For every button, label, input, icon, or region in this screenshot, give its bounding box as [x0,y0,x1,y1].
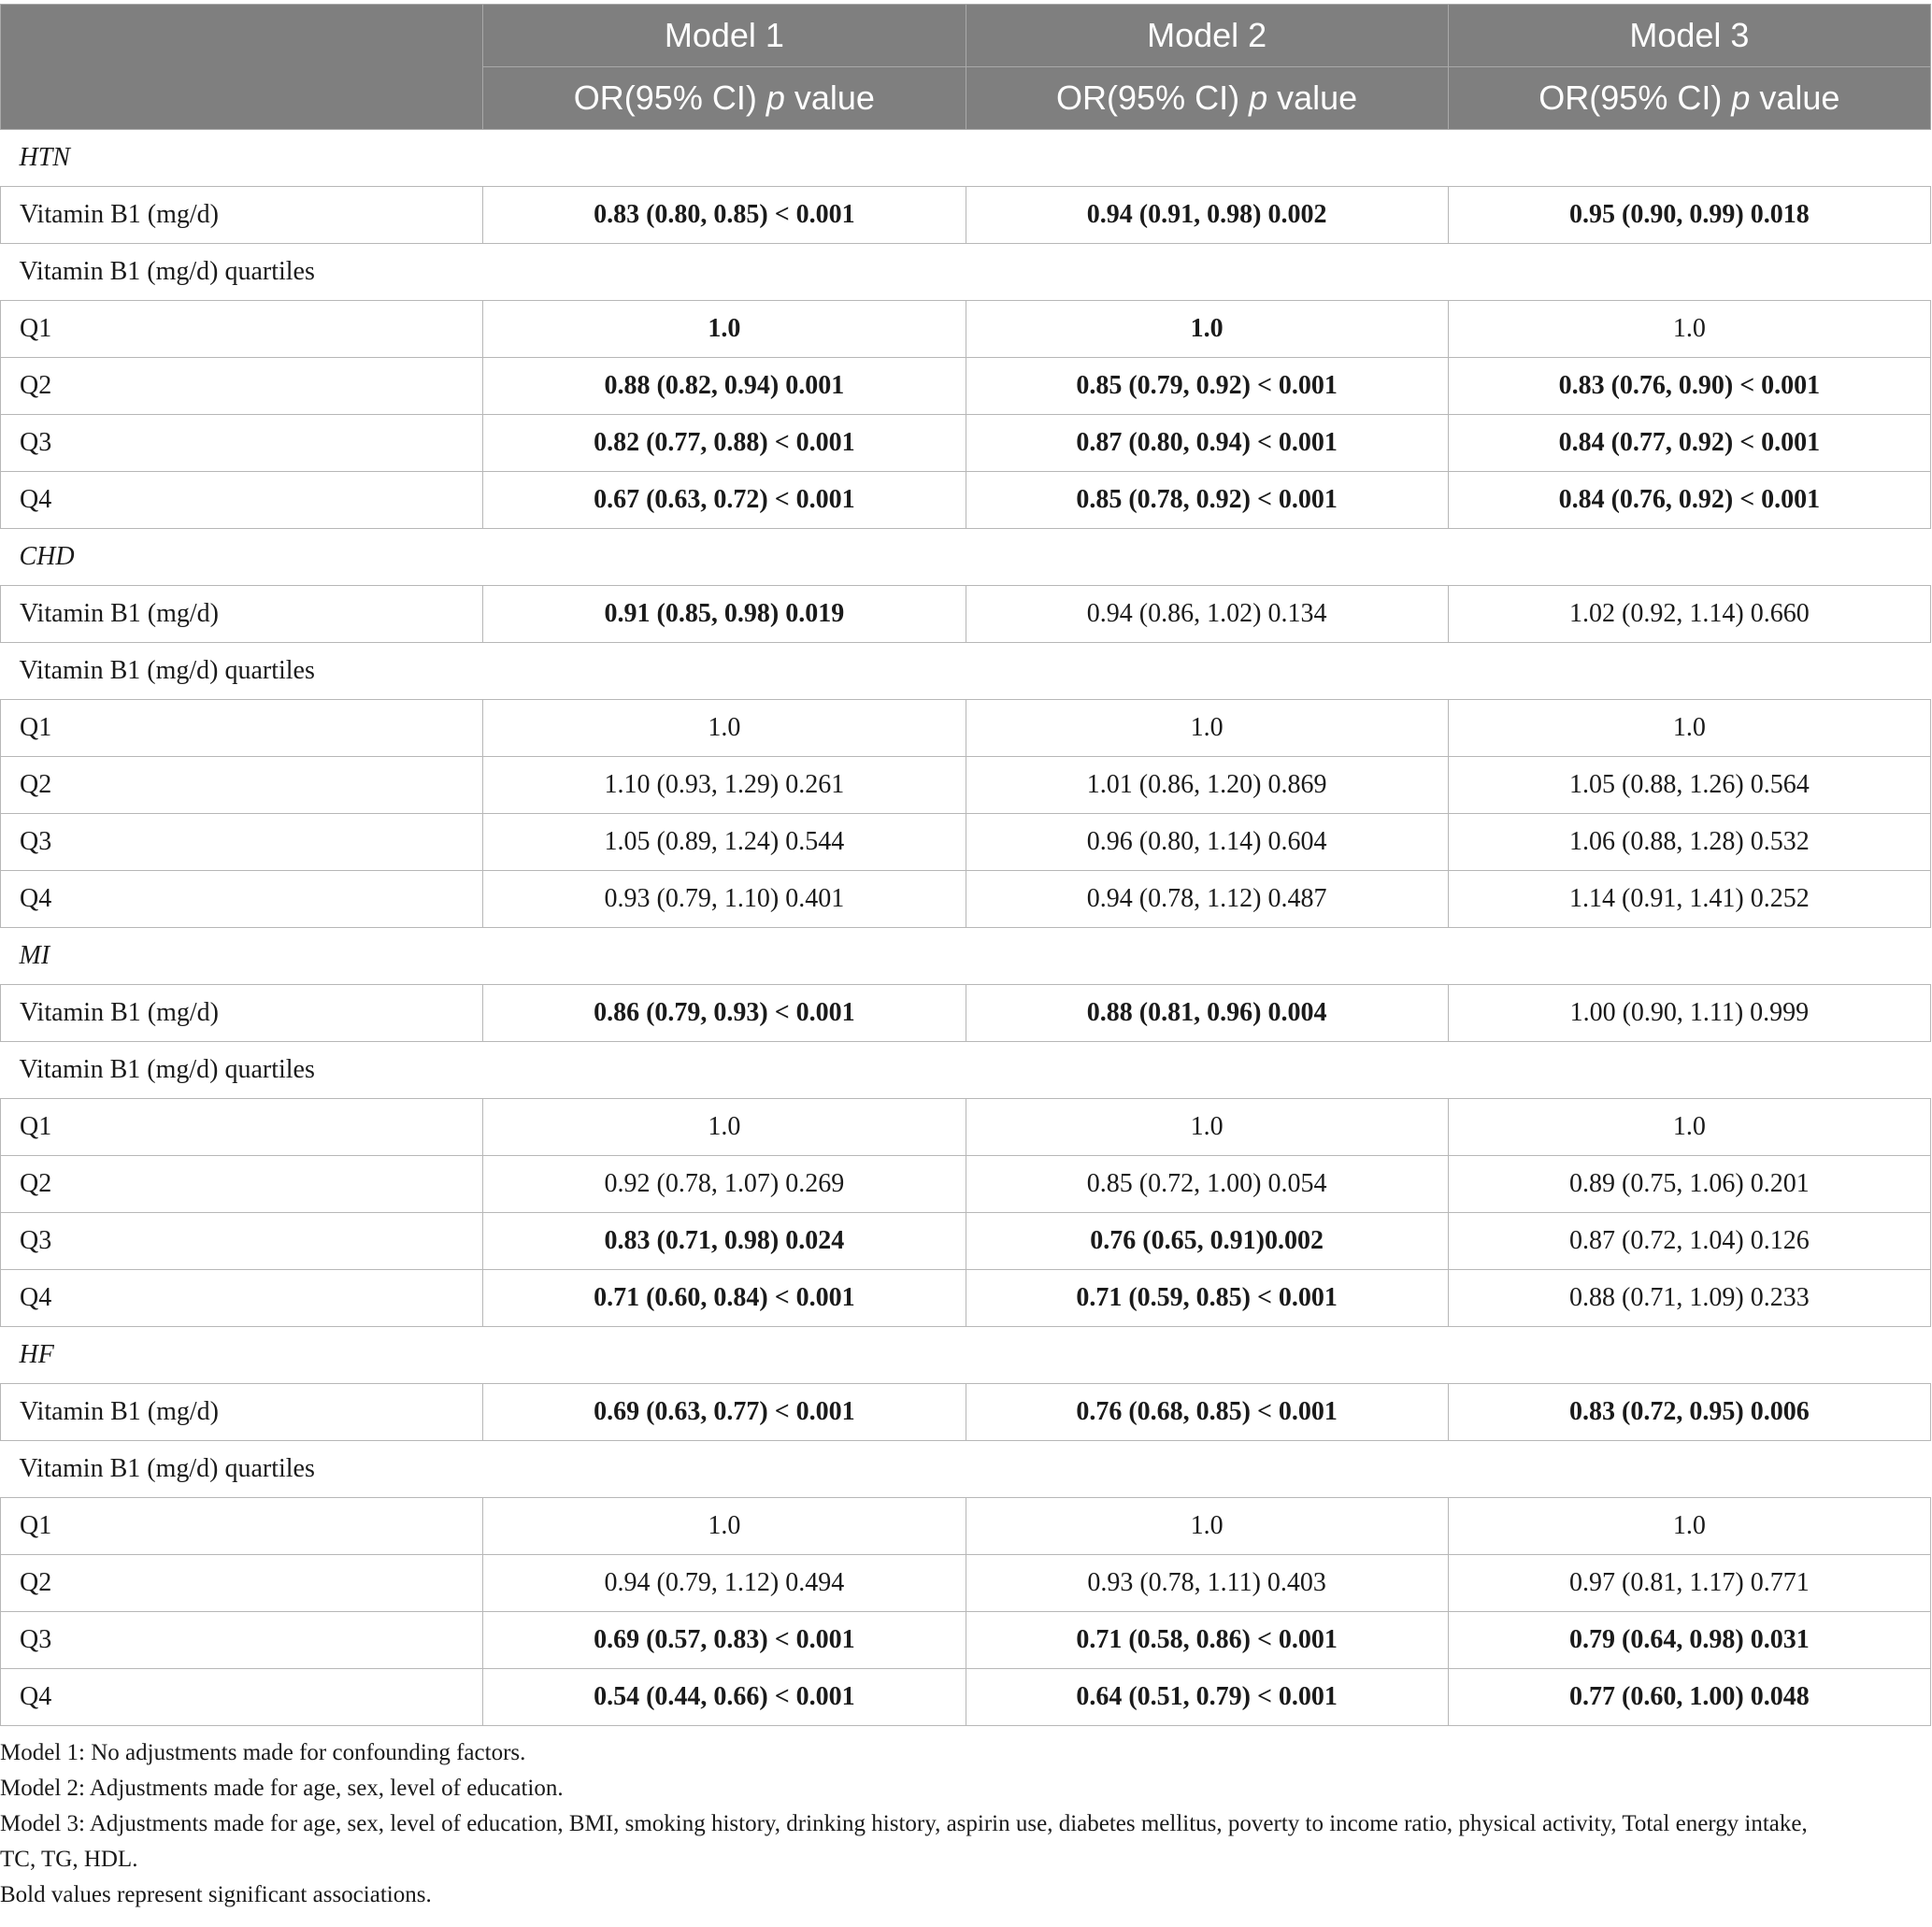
row-label: Vitamin B1 (mg/d) [1,586,483,643]
section-label: MI [1,928,1931,985]
header-model-1: Model 1 [483,5,966,67]
model-3-value: 1.05 (0.88, 1.26) 0.564 [1448,757,1930,814]
model-1-value: 0.92 (0.78, 1.07) 0.269 [483,1156,966,1213]
table-row [1,1498,1931,1555]
row-label: Q4 [1,1270,483,1327]
model-1-value: 0.54 (0.44, 0.66) < 0.001 [483,1669,966,1726]
header-stat-p: p [1249,79,1268,117]
model-3-value: 1.0 [1448,301,1930,358]
header-blank-cell [1,5,483,130]
model-2-value: 0.94 (0.91, 0.98) 0.002 [966,187,1448,244]
header-stat-p: p [1731,79,1751,117]
model-3-value: 0.77 (0.60, 1.00) 0.048 [1448,1669,1930,1726]
model-2-value: 0.76 (0.65, 0.91)0.002 [966,1213,1448,1270]
footnote: Model 3: Adjustments made for age, sex, level of education, BMI, smoking history, drinking history, aspirin use, diabetes mellitus, poverty to income ratio, physical activity, Total energy intake, [0,1811,1808,1836]
model-2-value: 0.87 (0.80, 0.94) < 0.001 [966,415,1448,472]
section-row [1,130,1931,187]
section-row [1,1327,1931,1384]
row-label: Q2 [1,1156,483,1213]
model-2-value: 0.76 (0.68, 0.85) < 0.001 [966,1384,1448,1441]
model-3-value: 0.89 (0.75, 1.06) 0.201 [1448,1156,1930,1213]
table-row [1,1612,1931,1669]
footnotes [0,1735,1932,1913]
subheader-row [1,244,1931,301]
model-1-value: 0.71 (0.60, 0.84) < 0.001 [483,1270,966,1327]
model-2-value: 0.71 (0.58, 0.86) < 0.001 [966,1612,1448,1669]
model-2-value: 1.0 [966,1099,1448,1156]
model-1-value: 1.10 (0.93, 1.29) 0.261 [483,757,966,814]
model-3-value: 0.95 (0.90, 0.99) 0.018 [1448,187,1930,244]
model-3-value: 0.79 (0.64, 0.98) 0.031 [1448,1612,1930,1669]
header-stat-suffix: value [794,79,875,117]
row-label: Q1 [1,1498,483,1555]
model-3-value: 1.0 [1448,700,1930,757]
model-2-value: 0.93 (0.78, 1.11) 0.403 [966,1555,1448,1612]
model-2-value: 1.01 (0.86, 1.20) 0.869 [966,757,1448,814]
model-2-value: 0.71 (0.59, 0.85) < 0.001 [966,1270,1448,1327]
model-1-value: 0.91 (0.85, 0.98) 0.019 [483,586,966,643]
model-2-value: 0.94 (0.86, 1.02) 0.134 [966,586,1448,643]
header-stat-1 [483,67,966,130]
model-2-value: 1.0 [966,1498,1448,1555]
table-row [1,415,1931,472]
model-1-value: 0.82 (0.77, 0.88) < 0.001 [483,415,966,472]
row-label: Q1 [1,1099,483,1156]
model-1-value: 0.93 (0.79, 1.10) 0.401 [483,871,966,928]
subheader-label: Vitamin B1 (mg/d) quartiles [1,1441,1931,1498]
footnote: TC, TG, HDL. [0,1847,138,1872]
model-1-value: 0.69 (0.57, 0.83) < 0.001 [483,1612,966,1669]
model-3-value: 1.02 (0.92, 1.14) 0.660 [1448,586,1930,643]
model-1-value: 0.83 (0.71, 0.98) 0.024 [483,1213,966,1270]
table-row [1,1156,1931,1213]
model-3-value: 1.06 (0.88, 1.28) 0.532 [1448,814,1930,871]
model-1-value: 1.0 [483,700,966,757]
footnote: Model 1: No adjustments made for confounding factors. [0,1740,526,1765]
table-row [1,586,1931,643]
model-3-value: 0.84 (0.76, 0.92) < 0.001 [1448,472,1930,529]
row-label: Q1 [1,301,483,358]
model-1-value: 1.0 [483,301,966,358]
subheader-row [1,643,1931,700]
model-1-value: 0.88 (0.82, 0.94) 0.001 [483,358,966,415]
subheader-label: Vitamin B1 (mg/d) quartiles [1,643,1931,700]
table-row [1,187,1931,244]
subheader-row [1,1042,1931,1099]
model-2-value: 0.96 (0.80, 1.14) 0.604 [966,814,1448,871]
row-label: Q3 [1,1612,483,1669]
header-stat-prefix: OR(95% CI) [573,79,757,117]
model-2-value: 1.0 [966,301,1448,358]
header-stat-2 [966,67,1448,130]
table-row [1,1669,1931,1726]
header-stat-3 [1448,67,1930,130]
model-3-value: 1.14 (0.91, 1.41) 0.252 [1448,871,1930,928]
header-stat-prefix: OR(95% CI) [1056,79,1240,117]
row-label: Q4 [1,871,483,928]
header-row-models [1,5,1931,67]
model-2-value: 0.64 (0.51, 0.79) < 0.001 [966,1669,1448,1726]
model-3-value: 1.00 (0.90, 1.11) 0.999 [1448,985,1930,1042]
model-1-value: 0.69 (0.63, 0.77) < 0.001 [483,1384,966,1441]
subheader-label: Vitamin B1 (mg/d) quartiles [1,244,1931,301]
section-label: HTN [1,130,1931,187]
row-label: Q3 [1,1213,483,1270]
table-row [1,871,1931,928]
table-row [1,814,1931,871]
table-row [1,1555,1931,1612]
document [0,4,1932,1913]
section-row [1,928,1931,985]
model-1-value: 1.05 (0.89, 1.24) 0.544 [483,814,966,871]
model-1-value: 0.83 (0.80, 0.85) < 0.001 [483,187,966,244]
model-2-value: 1.0 [966,700,1448,757]
table-row [1,985,1931,1042]
model-3-value: 0.88 (0.71, 1.09) 0.233 [1448,1270,1930,1327]
table-row [1,1099,1931,1156]
results-table [0,4,1931,1726]
model-3-value: 0.97 (0.81, 1.17) 0.771 [1448,1555,1930,1612]
model-3-value: 0.84 (0.77, 0.92) < 0.001 [1448,415,1930,472]
header-stat-suffix: value [1277,79,1358,117]
model-3-value: 1.0 [1448,1498,1930,1555]
model-2-value: 0.94 (0.78, 1.12) 0.487 [966,871,1448,928]
row-label: Q2 [1,1555,483,1612]
row-label: Q1 [1,700,483,757]
row-label: Q3 [1,415,483,472]
row-label: Vitamin B1 (mg/d) [1,187,483,244]
model-2-value: 0.88 (0.81, 0.96) 0.004 [966,985,1448,1042]
model-1-value: 0.94 (0.79, 1.12) 0.494 [483,1555,966,1612]
model-3-value: 0.83 (0.76, 0.90) < 0.001 [1448,358,1930,415]
row-label: Q4 [1,1669,483,1726]
model-3-value: 1.0 [1448,1099,1930,1156]
subheader-label: Vitamin B1 (mg/d) quartiles [1,1042,1931,1099]
model-1-value: 1.0 [483,1099,966,1156]
subheader-row [1,1441,1931,1498]
table-row [1,1384,1931,1441]
table-row [1,1270,1931,1327]
table-row [1,700,1931,757]
header-stat-suffix: value [1759,79,1840,117]
header-model-3: Model 3 [1448,5,1930,67]
row-label: Q3 [1,814,483,871]
section-label: CHD [1,529,1931,586]
table-body [1,130,1931,1726]
model-1-value: 1.0 [483,1498,966,1555]
section-row [1,529,1931,586]
footnote: Model 2: Adjustments made for age, sex, level of education. [0,1776,564,1801]
table-row [1,301,1931,358]
header-model-2: Model 2 [966,5,1448,67]
section-label: HF [1,1327,1931,1384]
model-2-value: 0.85 (0.72, 1.00) 0.054 [966,1156,1448,1213]
header-stat-prefix: OR(95% CI) [1538,79,1723,117]
header-stat-p: p [766,79,785,117]
row-label: Vitamin B1 (mg/d) [1,985,483,1042]
row-label: Q2 [1,358,483,415]
model-1-value: 0.67 (0.63, 0.72) < 0.001 [483,472,966,529]
model-2-value: 0.85 (0.78, 0.92) < 0.001 [966,472,1448,529]
row-label: Vitamin B1 (mg/d) [1,1384,483,1441]
row-label: Q2 [1,757,483,814]
table-row [1,472,1931,529]
model-1-value: 0.86 (0.79, 0.93) < 0.001 [483,985,966,1042]
table-header [1,5,1931,130]
table-row [1,1213,1931,1270]
model-2-value: 0.85 (0.79, 0.92) < 0.001 [966,358,1448,415]
table-row [1,757,1931,814]
model-3-value: 0.87 (0.72, 1.04) 0.126 [1448,1213,1930,1270]
table-row [1,358,1931,415]
footnote: Bold values represent significant associations. [0,1882,432,1907]
model-3-value: 0.83 (0.72, 0.95) 0.006 [1448,1384,1930,1441]
row-label: Q4 [1,472,483,529]
